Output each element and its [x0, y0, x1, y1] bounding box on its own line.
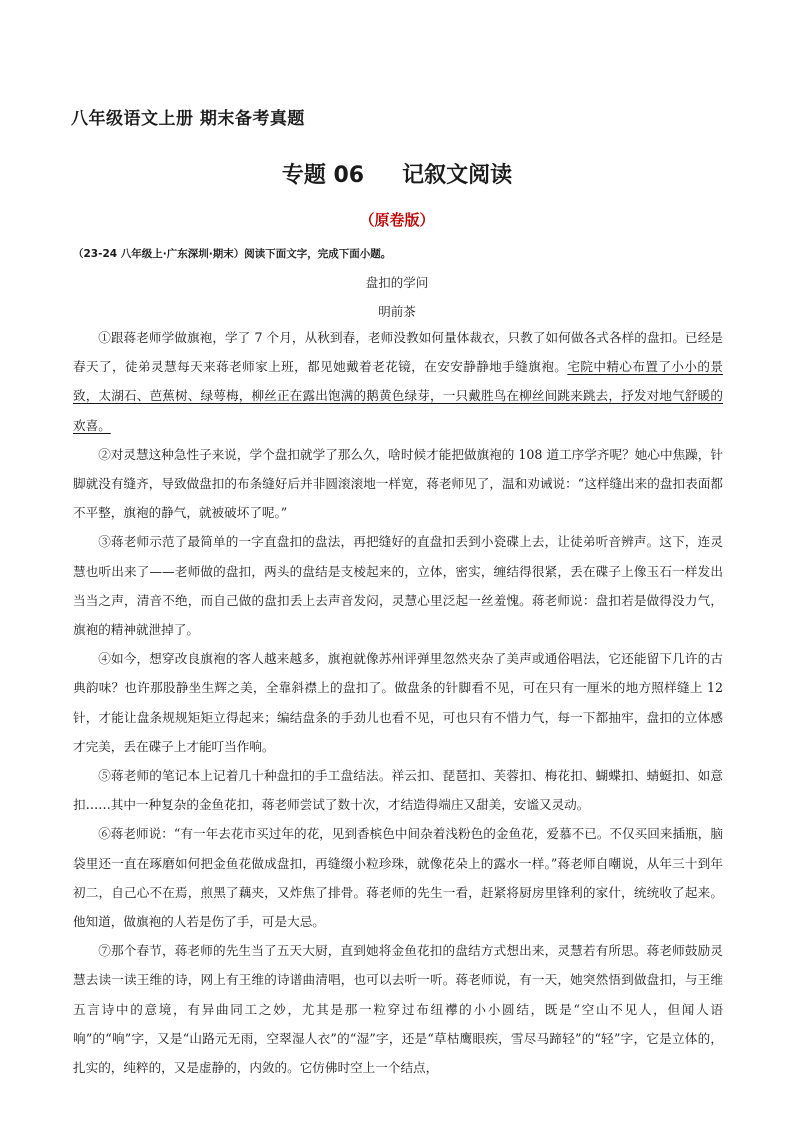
underlined-sentence: 宅院中精心布置了小小的景致，太湖石、芭蕉树、绿萼梅，柳丝正在露出饱满的鹅黄色绿芽，一只戴胜鸟在柳丝间跳来跳去，抒发对地气舒暖的欢喜。 [73, 359, 724, 433]
article-body [73, 323, 723, 1082]
paragraph-1-text: ①跟蒋老师学做旗袍，学了 7 个月，从秋到春，老师没教如何量体裁衣，只教了如何做各式各样的盘扣。已经是春天了，徒弟灵慧每天来蒋老师家上班，都见她戴着老花镜，在安安静静地手缝旗袍。 [73, 330, 723, 375]
paragraph-7: ⑦那个春节，蒋老师的先生当了五天大厨，直到她将金鱼花扣的盘结方式想出来，灵慧若有所思。蒋老师鼓励灵慧去读一读王维的诗，网上有王维的诗谱曲清唱，也可以去听一听。蒋老师说，有一天，她突然悟到做盘扣，与王维五言诗中的意境，有异曲同工之妙，尤其是那一粒穿过布纽襻的小小圆结，既是“空山不见人，但闻人语响”的“响”字，又是“山路元无雨，空翠湿人衣”的“湿”字，还是“草枯鹰眼疾，雪尽马蹄轻”的“轻”字，它是立体的，扎实的，纯粹的，又是虚静的，内敛的。它仿佛时空上一个结点， [73, 943, 723, 1076]
paragraph-2: ②对灵慧这种急性子来说，学个盘扣就学了那么久，啥时候才能把做旗袍的 108 道工序学齐呢？她心中焦躁，针脚就没有缝齐，导致做盘扣的布条缝好后并非圆滚滚地一样宽，蒋老师见了，温和劝诫说：“这样缝出来的盘扣表面都不平整，旗袍的静气，就被破坏了呢。” [73, 446, 723, 521]
article-title: 盘扣的学问 [365, 275, 429, 290]
topic-name: 记叙文阅读 [402, 163, 513, 188]
paragraph-1 [73, 323, 723, 440]
paragraph-6: ⑥蒋老师说：“有一年去花市买过年的花，见到香槟色中间杂着浅粉色的金鱼花，爱慕不已。不仅买回来插瓶，脑袋里还一直在琢磨如何把金鱼花做成盘扣，再缝缀小粒珍珠，就像花朵上的露水一样。”蒋老师自嘲说，从年三十到年初二，自己心不在焉，煎黑了藕夹，又炸焦了排骨。蒋老师的先生一看，赶紧将厨房里锋利的家什，统统收了起来。他知道，做旗袍的人若是伤了手，可是大忌。 [73, 826, 723, 930]
edition-subtitle: （原卷版） [359, 211, 435, 229]
paragraph-3: ③蒋老师示范了最简单的一字直盘扣的盘法，再把缝好的直盘扣丢到小瓷碟上去，让徒弟听音辨声。这下，连灵慧也听出来了——老师做的盘扣，两头的盘结是支棱起来的，立体，密实，缠结得很紧，丢在碟子上像玉石一样发出当当之声，清音不绝，而自己做的盘扣丢上去声音发闷，灵慧心里泛起一丝羞愧。蒋老师说：盘扣若是做得没力气，旗袍的精神就泄掉了。 [73, 534, 723, 638]
paragraph-4: ④如今，想穿改良旗袍的客人越来越多，旗袍就像苏州评弹里忽然夹杂了美声或通俗唱法，它还能留下几许的古典韵味？也许那股静坐生辉之美，全靠斜襟上的盘扣了。做盘条的针脚看不见，可在只有一厘米的地方照样缝上 12 针，才能让盘条规规矩矩立得起来；编结盘条的手劲儿也看不见，可也只有不惜力气，每一下都抽牢，盘扣的立体感才完美，丢在碟子上才能叮当作响。 [73, 651, 723, 754]
article-author: 明前茶 [378, 304, 416, 319]
paragraph-5: ⑤蒋老师的笔记本上记着几十种盘扣的手工盘结法。祥云扣、琵琶扣、芙蓉扣、梅花扣、蝴蝶扣、蜻蜓扣、如意扣……其中一种复杂的金鱼花扣，蒋老师尝试了数十次，才结造得端庄又甜美，安谧又灵动。 [73, 768, 723, 813]
topic-number: 专题 06 [281, 163, 365, 188]
question-source: （23-24 八年级上·广东深圳·期末）阅读下面文字，完成下面小题。 [73, 248, 392, 260]
page-title [0, 158, 794, 189]
document-header: 八年级语文上册 期末备考真题 [71, 109, 305, 129]
